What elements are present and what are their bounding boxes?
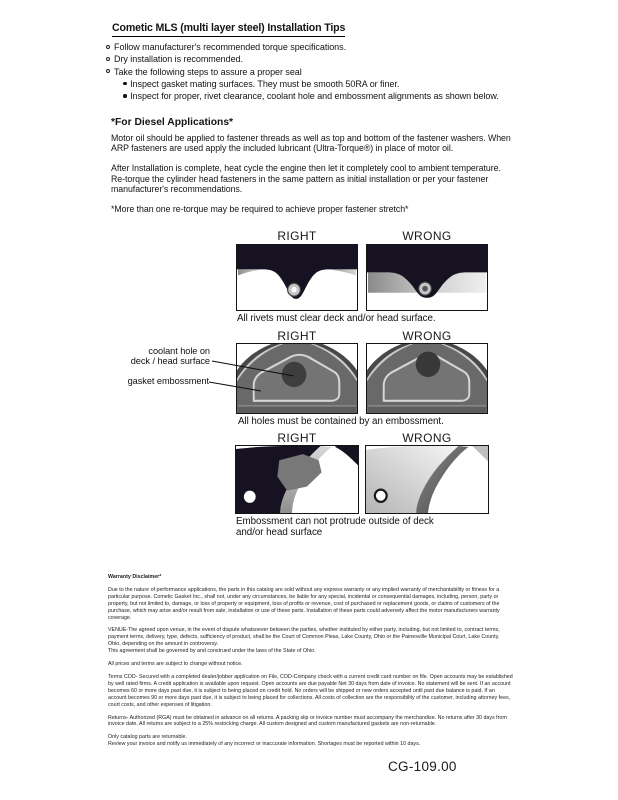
legal-paragraph: Only catalog parts are returnable. bbox=[108, 734, 187, 741]
filled-dot-bullet-icon bbox=[123, 94, 127, 98]
diesel-paragraph: After Installation is complete, heat cycle the engine then let it completely cool to ambient temperature. Re-torque the cylinder head fasteners in the same pattern as initial installation or per your fastener manufacturer's recommendations. bbox=[111, 163, 501, 195]
tip-bullet bbox=[106, 53, 536, 65]
diagram-panel-embossment-wrong bbox=[365, 445, 489, 514]
filled-dot-bullet-icon bbox=[123, 82, 127, 86]
right-label: RIGHT bbox=[277, 229, 317, 243]
diagram-panel-embossment-right bbox=[235, 445, 359, 514]
gasket-embossment-label: gasket embossment bbox=[127, 376, 209, 386]
diesel-paragraph: *More than one re-torque may be required to achieve proper fastener stretch* bbox=[111, 204, 409, 215]
rivet-right-illustration bbox=[237, 245, 357, 310]
tip-bullet-text: Take the following steps to assure a proper seal bbox=[114, 66, 302, 77]
diesel-section-body bbox=[111, 133, 511, 224]
open-circle-bullet-icon bbox=[106, 69, 110, 73]
tip-sub-bullet-text: Inspect gasket mating surfaces. They must be smooth 50RA or finer. bbox=[130, 78, 400, 89]
warranty-disclaimer bbox=[108, 574, 513, 754]
legal-paragraph: Returns- Authorized (RGA) must be obtained in advance on all returns. A packing slip or invoice number must accompany the merchandise. No returns after 30 days from invoice date. All returns are subject to a 25% restocking charge. All custom designed and custom manufactured gaskets are non-returnable. bbox=[108, 714, 507, 728]
wrong-label: WRONG bbox=[402, 329, 452, 343]
right-label: RIGHT bbox=[277, 329, 317, 343]
wrong-label: WRONG bbox=[402, 431, 452, 445]
coolant-hole-label: coolant hole on deck / head surface bbox=[130, 346, 210, 367]
tip-bullet-text: Dry installation is recommended. bbox=[114, 54, 243, 65]
legal-paragraph: This agreement shall be governed by and construed under the laws of the State of Ohio. bbox=[108, 648, 316, 655]
diagram-panel-rivet-right bbox=[236, 244, 358, 311]
embossment-right-illustration bbox=[236, 446, 358, 513]
tip-bullet bbox=[106, 41, 536, 53]
legal-paragraph: Terms COD- Secured with a completed dealer/jobber application on File, COD-Company check with a current credit card number on file. Open accounts may be established by well rated firms. A credit application is available upon request. Open accounts are due payable Net 30 days from date of invoice. No statement will be sent. If an account becomes 60 or more days past due, it is subject to being placed on credit hold. No orders will be shipped or new orders accepted until past due balance is paid. If an account becomes 90 or more days past due, it is subject to being placed for collections. All costs of collection are the responsibility of the customer, including attorney fees, court costs, and other expenses of litigation. bbox=[108, 673, 513, 708]
leader-lines bbox=[205, 355, 300, 395]
legal-paragraph: VENUE-The agreed upon venue, in the event of dispute whatsoever between the parties, whether instituted by either party, including, but not limited to, contract terms, payment terms, delivery, type, defects, sufficiency of product, shall be the Court of Common Pleas, Lake County, Ohio or the Painesville Municipal Court, Lake County, Ohio, depending on the amount in controversy. bbox=[108, 627, 500, 648]
page-code: CG-109.00 bbox=[388, 759, 457, 774]
diagram-caption: All holes must be contained by an embossment. bbox=[238, 416, 444, 427]
wrong-label: WRONG bbox=[402, 229, 452, 243]
open-circle-bullet-icon bbox=[106, 57, 110, 61]
tip-sub-bullet-text: Inspect for proper, rivet clearance, coolant hole and embossment alignments as shown below. bbox=[130, 91, 499, 102]
diagram-panel-rivet-wrong bbox=[366, 244, 488, 311]
diagram-panel-holes-wrong bbox=[366, 343, 488, 414]
tip-sub-bullet bbox=[123, 90, 536, 102]
warranty-disclaimer-heading: Warranty Disclaimer* bbox=[108, 574, 162, 580]
legal-paragraph: Due to the nature of performance applications, the parts in this catalog are sold without any express warranty or any implied warranty of merchantability or fitness for a particular purpose. Cometic Gasket Inc., shall not, under any circumstances, be liable for any special, incidental or consequential damages, including, person, party or property, but not limited to, damage, or loss of property or equipment, loss of profits or revenue, cost of purchased or replacement goods, or claims of customers of the purchase, which may arise and/or result from sale, installation or use of these parts. Installation of these parts could adversely affect the motor manufacturers warranty coverage. bbox=[108, 586, 500, 621]
legal-paragraph: All prices and terms are subject to change without notice. bbox=[108, 661, 243, 668]
tip-bullet bbox=[106, 66, 536, 78]
page-title: Cometic MLS (multi layer steel) Installation Tips bbox=[112, 22, 345, 37]
open-circle-bullet-icon bbox=[106, 45, 110, 49]
legal-paragraph: Review your invoice and notify us immediately of any incorrect or inaccurate information. Shortages must be reported within 10 days. bbox=[108, 741, 421, 748]
tip-bullet-text: Follow manufacturer's recommended torque specifications. bbox=[114, 42, 347, 52]
embossment-wrong-illustration bbox=[366, 446, 488, 513]
diesel-section-heading: *For Diesel Applications* bbox=[111, 117, 234, 128]
diagram-caption: All rivets must clear deck and/or head surface. bbox=[237, 313, 436, 324]
tip-sub-bullet bbox=[123, 78, 536, 90]
holes-wrong-illustration bbox=[367, 344, 487, 413]
installation-tips-list bbox=[106, 41, 536, 102]
rivet-wrong-illustration bbox=[367, 245, 487, 310]
right-label: RIGHT bbox=[277, 431, 317, 445]
diagram-caption: Embossment can not protrude outside of deck and/or head surface bbox=[236, 516, 434, 538]
diesel-paragraph: Motor oil should be applied to fastener threads as well as top and bottom of the fastener washers. When ARP fasteners are used apply the included lubricant (Ultra-Torque®) in place of motor oil. bbox=[111, 133, 511, 154]
